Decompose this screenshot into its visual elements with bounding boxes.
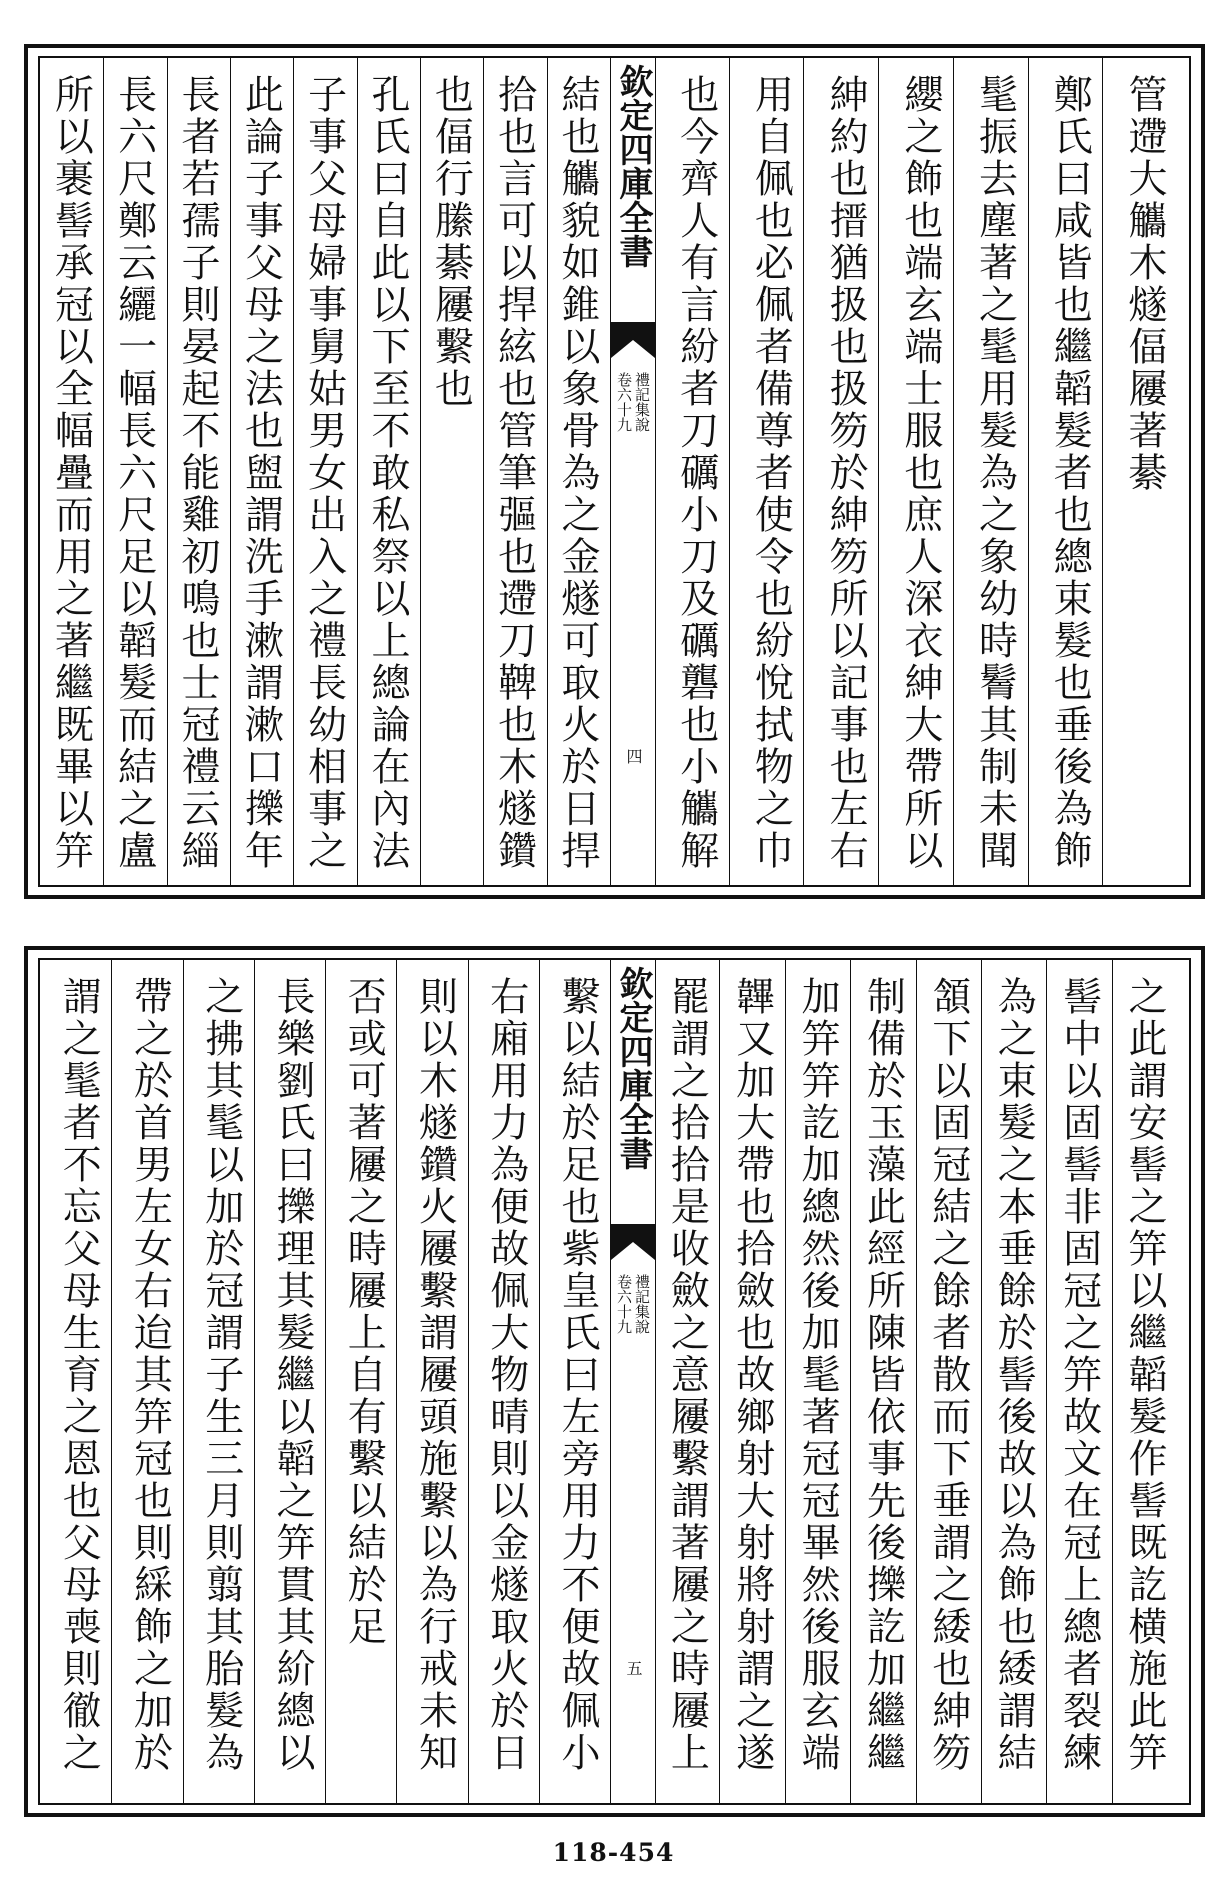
top-fishtail-mark [611,322,655,358]
top-text-column-right-4: 纓之飾也端玄端士服也庶人深衣紳大帶所以 [878,58,953,885]
bottom-text-column-right-6: 加笄笄訖加總然後加髦著冠冠畢然後服玄端 [785,960,850,1803]
bottom-text-column-right-1: 之此謂安髻之笄以繼韜髮作髻既訖横施此笄 [1112,960,1177,1803]
bottom-text-column-left-1: 繫以結於足也紫皇氏曰左旁用力不便故佩小 [539,960,610,1803]
bottom-center-strip [610,960,656,1803]
bottom-text-column-right-5: 制備於玉藻此經所陳皆依事先後擽訖加繼繼 [850,960,915,1803]
top-text-column-right-2: 鄭氏曰咸皆也繼韜髮者也總束髮也垂後為飾 [1028,58,1103,885]
bottom-page-inner-frame [38,958,1191,1805]
bottom-center-title: 欽定四庫全書 [613,966,653,1170]
top-text-column-left-7: 長者若孺子則晏起不能雞初鳴也士冠禮云緇 [167,58,230,885]
bottom-fishtail-mark [611,1224,655,1260]
top-text-column-right-1: 管遰大觿木燧偪屨著綦 [1102,58,1177,885]
top-text-column-right-3: 髦振去塵著之髦用髮為之象幼時鬌其制未聞 [953,58,1028,885]
top-text-column-right-7: 也今齊人有言紛者刀礪小刀及礪礱也小觿解 [673,74,719,872]
bottom-center-page-number: 五 [624,1660,643,1676]
bottom-text-column-right-2: 髻中以固髻非固冠之笄故文在冠上總者裂練 [1046,960,1111,1803]
bottom-text-column-right-7: 韠又加大帶也拾斂也故鄉射大射將射謂之遂 [719,960,784,1803]
top-text-column-left-1: 結也觿貌如錐以象骨為之金燧可取火於日捍 [547,58,610,885]
top-text-column-right-5: 紳約也搢猶扱也扱笏於紳笏所以記事也左右 [803,58,878,885]
bottom-text-column-right-8: 罷謂之拾拾是收斂之意屨繫謂著屨之時屨上 [664,976,710,1774]
bottom-center-volume: 卷六十九 [615,1274,633,1334]
top-center-strip [610,58,656,885]
bottom-text-column-left-3: 則以木燧鑽火屨繫謂屨頭施繫以為行戒未知 [396,960,467,1803]
bottom-text-column-left-4: 否或可著屨之時屨上自有繫以結於足 [325,960,396,1803]
bottom-center-book: 禮記集說 [633,1274,651,1334]
top-text-column-left-5: 子事父母婦事舅姑男女出入之禮長幼相事之 [293,58,356,885]
bottom-text-column-left-6: 之拂其髦以加於冠謂子生三月則翦其胎髮為 [183,960,254,1803]
top-text-column-right-6: 用自佩也必佩者備尊者使令也紛悅拭物之巾 [729,58,804,885]
top-text-column-left-6: 此論子事父母之法也盥謂洗手漱謂漱口擽年 [230,58,293,885]
bottom-text-column-left-2: 右廂用力為便故佩大物晴則以金燧取火於日 [468,960,539,1803]
top-center-page-number: 四 [624,748,643,764]
bottom-text-column-left-5: 長樂劉氏曰擽理其髮繼以韜之笄貫其紒總以 [254,960,325,1803]
top-page-frame [24,44,1205,899]
top-center-title: 欽定四庫全書 [613,64,653,268]
top-center-volume: 卷六十九 [615,372,633,432]
bottom-page-frame [24,946,1205,1817]
bottom-text-column-right-3: 為之束髮之本垂餘於髻後故以為飾也緌謂結 [981,960,1046,1803]
top-text-column-left-3: 也偪行縢綦屨繫也 [420,58,483,885]
bottom-text-column-left-7: 帶之於首男左女右迨其笄冠也則綵飾之加於 [111,960,182,1803]
bottom-center-subtitle [615,1274,651,1334]
top-center-book: 禮記集說 [633,372,651,432]
top-text-column-left-4: 孔氏曰自此以下至不敢私祭以上總論在內法 [357,58,420,885]
top-center-subtitle [615,372,651,432]
top-page-inner-frame [38,56,1191,887]
page-footer-number: 118-454 [552,1838,675,1867]
bottom-text-column-left-8: 謂之髦者不忘父母生育之恩也父母喪則徹之 [56,976,102,1774]
top-text-column-left-8: 長六尺鄭云纚一幅長六尺足以韜髮而結之盧 [103,58,166,885]
top-text-column-left-9: 所以裹髻承冠以全幅疊而用之著繼既畢以笄 [48,74,94,872]
top-text-column-left-2: 拾也言可以捍絃也管筆彄也遰刀鞞也木燧鑽 [483,58,546,885]
bottom-text-column-right-4: 頷下以固冠結之餘者散而下垂謂之緌也紳笏 [916,960,981,1803]
